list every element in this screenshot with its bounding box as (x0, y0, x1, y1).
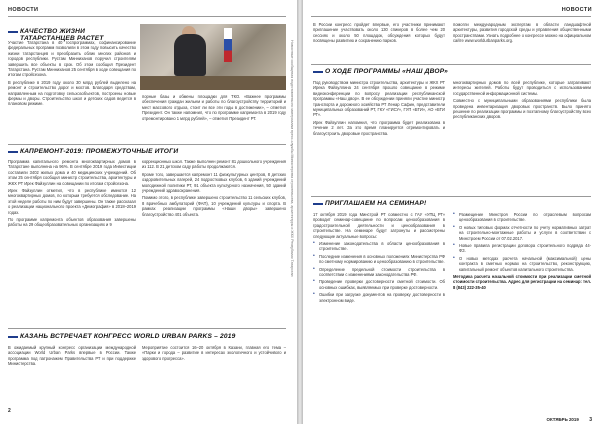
vertical-note-text: Новостные сообщения подготовлены по материалам пресс-службы Министерства строительства, архитектуры и ЖКХ Республики Татарстан (290, 40, 294, 277)
article-text (142, 345, 286, 363)
article-text (313, 80, 445, 138)
bullet-item: • Ошибки при загрузке документов на проверку достоверности в электронном виде. (313, 292, 445, 303)
paragraph: По программе капремонта объектов образования завершены работы на 29 общеобразовательных организациях и 9 (8, 217, 136, 228)
article-title: КАЧЕСТВО ЖИЗНИ ТАТАРСТАНЦЕВ РАСТЕТ (20, 28, 104, 42)
paragraph: Ирек Файзуллин напомнил, что программа будет реализована в течение 2 лет. За это время планируется отремонтировать и благоустроить дворовые пространства. (313, 119, 445, 136)
right-page (303, 0, 600, 424)
section-divider (311, 196, 591, 197)
article-title: КАПРЕМОНТ-2019: ПРОМЕЖУТОЧНЫЕ ИТОГИ (20, 148, 179, 155)
bullet-list (453, 212, 591, 272)
article-title: ПРИГЛАШАЕМ НА СЕМИНАР! (325, 200, 427, 207)
article-title: О ХОДЕ ПРОГРАММЫ «НАШ ДВОР» (325, 68, 449, 75)
page-number: 2 (8, 408, 11, 414)
header-divider (8, 16, 286, 17)
header-divider (311, 16, 591, 17)
paragraph: Мероприятие состоится 16–20 октября в Казани, главная его тема – «Парки и города – развитие в интересах экологичного и устойчивого и здорового прогресса». (142, 345, 286, 361)
paragraph: Под руководством министра строительства, архитектуры и ЖКХ РТ Ирека Файзуллина 24 сентября прошло совещание в режиме видеоконференции по вопросу реализации республиканской программы «Наш двор». В ее обсуждении приняли участие министр транспорта и дорожного хозяйства РТ Ленар Сафин, представители муниципальных образований РТ, ГКУ «ГИСУ», ГУП «БТИ», АО «БТИ РТ». (313, 80, 445, 118)
left-page (0, 0, 297, 424)
section-divider (311, 64, 591, 65)
title-accent (8, 151, 18, 153)
bullet-item: • Последние изменения в основных положениях Министерства РФ по сметному нормированию и ценообразованию в строительстве. (313, 254, 445, 265)
bullet-item: • Новые правила регистрации договора строительного подряда 44-ФЗ. (453, 243, 591, 254)
article-text (142, 94, 286, 123)
page-header: НОВОСТИ (561, 7, 592, 13)
paragraph: Программа капитального ремонта многоквартирных домов в Татарстане выполнена на 96%. В сентябре 2019 года Инвестиции составили 3402 жилых дома и 40 медицинских учреждений. Об этом 25 сентября сообщил министр строительства, архитектуры и ЖКХ РТ Ирек Файзуллин на совещании по итогам стройсезона. (8, 159, 136, 186)
bullet-item: • Проведение проверки достоверности сметной стоимости. Об основных ошибках, выявляемых при проверке достоверности. (313, 279, 445, 290)
article-text (142, 159, 286, 219)
paragraph: В республике в 2019 году около 30 млрд рублей выделено на ремонт и строительство дорог и мостов. Благодаря средствам, направленным на подготовку сельхозобъектов, построены новые фермы и дворы. Строительство школ и детских садов ведется в плановом режиме. (8, 79, 136, 107)
bullet-item: • Изменение законодательства в области ценообразования в строительстве. (313, 241, 445, 252)
paragraph: Совместно с муниципальными образованиями республики была проведена инвентаризация дворовых пространств. Было принято решение по реализации программы и поэтапному благоустройству всех республиканских дворов. (453, 98, 591, 120)
paragraph: Помимо этого, в республике завершено строительство 11 сельских клубов, 8 врачебных амбулаторий (ФАП), 10 учреждений культуры и спорта. В рамках реализации программы «Наши дворы» завершено благоустройство 401 объекта. (142, 195, 286, 217)
title-accent (8, 336, 18, 338)
paragraph: В ожидаемый крупный конгресс организации международной ассоциации World Urban Parks впервые в России. Также программа под патронажем Правительства РТ и при поддержке Министерства. (8, 345, 136, 367)
paragraph: помогли международным экспертам в области ландшафтной архитектуры, развития городской среды и управления общественными пространствами. Узнать подробнее о конгрессе можно на официальном сайте www.worldurbanparks.org. (453, 22, 591, 44)
photo-flag (224, 28, 232, 62)
title-accent (8, 31, 18, 33)
photo-person-body (174, 34, 206, 76)
page-number: 3 (589, 417, 592, 423)
seminar-intro: 17 октября 2019 года Минстрой РТ совместно с ГАУ «УПЦ РТ» проводит семинар-совещание по вопросам ценообразования в градостроительной деятельности и ценообразования в строительстве. На семинаре будут затронуты и рассмотрены следующие актуальные вопросы: (313, 212, 445, 239)
bullet-item: • О новых типовых формах отчетности по учету нормативных затрат на строительно-монтажные работы и услуги в соответствии с Минстроем России от 07.02.2017. (453, 225, 591, 241)
article-title: КАЗАНЬ ВСТРЕЧАЕТ КОНГРЕСС WORLD URBAN PARKS – 2019 (20, 333, 236, 340)
paragraph: В России конгресс пройдет впервые, его участники принимают приглашение участвовать около 130 спикеров в более чем 20 сессиях и около 50 площадок, обсуждения которых будут посвящены развитию и сохранению парков. (313, 22, 445, 44)
bullet-item: • О новых методах расчета начальной (максимальной) цены контракта в сметных нормах на строительство, реконструкцию, капитальный ремонт объектов капитального строительства. (453, 256, 591, 272)
paragraph: многоквартирных домов по всей республике, которые затрагивают интересы жителей. Работы будут проводиться с использованием государственной информационной системы. (453, 80, 591, 96)
section-divider (8, 328, 286, 329)
issue-date: ОКТЯБРЬ 2019 (546, 417, 579, 422)
article-text (313, 212, 445, 305)
paragraph: порные базы и обмены площадки для ТКО. «Важнее программы обеспечения граждан жильем и работы по благоустройству территорий и мест массового отдыха, стоит ли все эти годы в достижении», – отметил Президент. Он также напомнил, что по программе капремонта в 2019 году отремонтировано 1 млрд рублей», – отметил Президент РТ. (142, 94, 286, 121)
article-text (8, 159, 136, 230)
title-accent (313, 203, 323, 205)
paragraph: коррекционных школ. Также выполнен ремонт 81 дошкольного учреждения из 112. В 21 детском саду работы продолжаются. (142, 159, 286, 170)
photo-desk (140, 76, 286, 90)
page-footer (547, 408, 592, 424)
bullet-item: • Определение предельной стоимости строительства в соответствии с изменениями законодательства РФ. (313, 267, 445, 278)
article-text (453, 212, 591, 292)
title-accent (313, 71, 323, 73)
article-text (313, 22, 445, 46)
president-photo (140, 24, 286, 90)
bullet-list (313, 241, 445, 303)
vertical-note (286, 40, 294, 380)
bullet-item: • Размещение Минстроя России по отраслевым вопросам ценообразования в строительстве. (453, 212, 591, 223)
paragraph: Кроме того, завершается капремонт 11 физкультурных центров, 8 детских оздоровительных лагерей, 24 подростковых клубов, 6 зданий учреждений молодежной политики РТ, 91 объекта культурного назначения, 50 зданий учреждений здравоохранения. (142, 171, 286, 194)
article-text (8, 345, 136, 369)
page-header: НОВОСТИ (8, 7, 39, 13)
contact-info: Методика расчета начальной стоимости при реализации сметной стоимости строительства. Адрес для регистрации на семинар: тел. 8 (843) 222-35-40 (453, 274, 591, 290)
article-text (453, 22, 591, 46)
article-text (453, 80, 591, 122)
paragraph: Участие Татарстана в 40 госпрограммах, софинансирование федеральных программ позволили в этом году повысить качество жизни татарстанцев и преобразить облик многих районов и городов республики. Рустам Минниханов поручил строителям завершить все объекты в срок. Об этом сообщил Президент Татарстана. Рустам Минниханов 25 сентября в ходе совещания по итогам стройсезона. (8, 40, 136, 78)
paragraph: Ирек Файзуллин отметил, что в республике имеются 12 многоквартирных домов, по которым требуется обследование. На этой неделе работы по ним будут завершены. Он также рассказал о реализации национального проекта «Демография» в 2018–2019 годах. (8, 188, 136, 215)
article-text (8, 40, 136, 109)
section-divider (8, 144, 286, 145)
